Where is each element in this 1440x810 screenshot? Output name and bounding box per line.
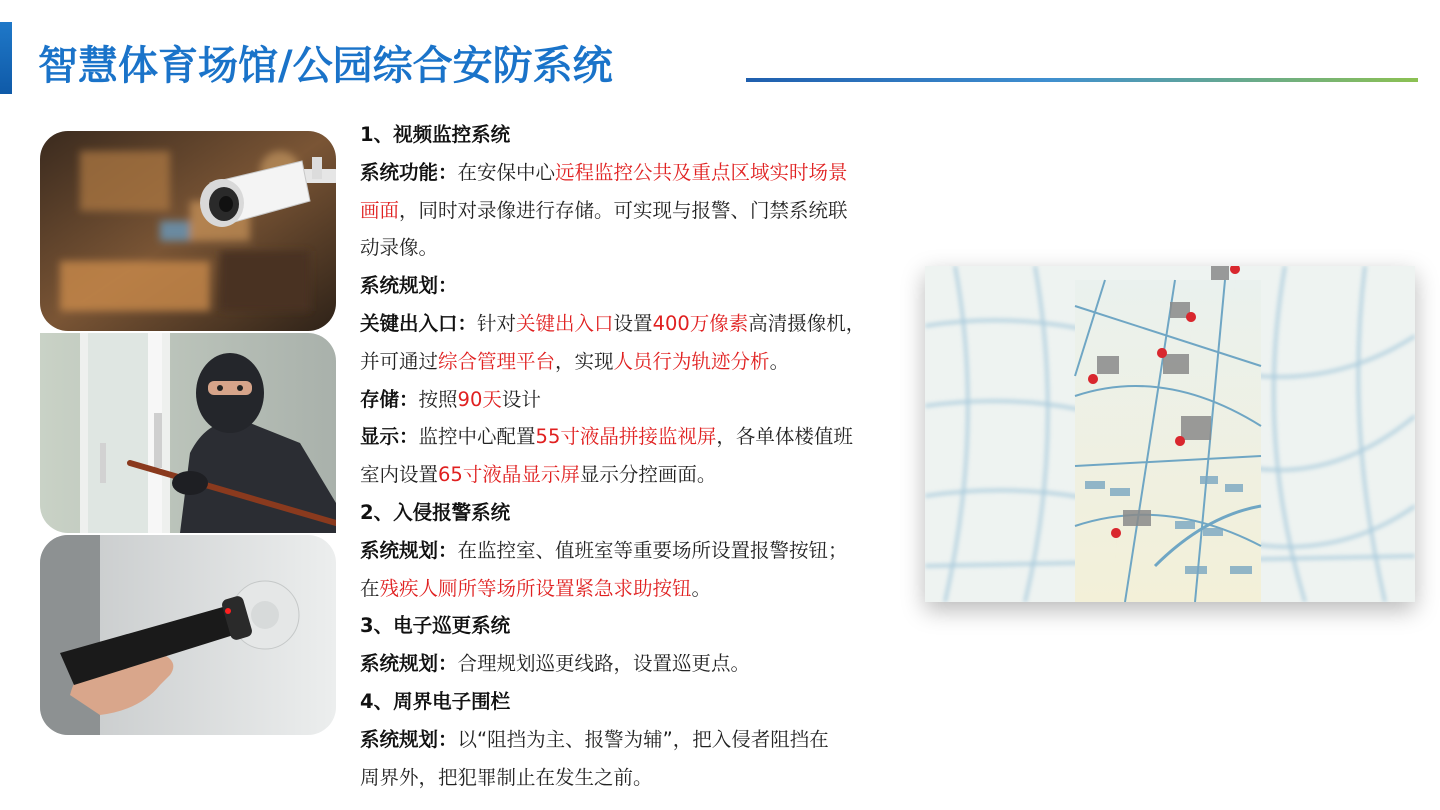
video-function-line-1 (360, 154, 900, 192)
body-text: ，各单体楼值班 (716, 425, 853, 449)
video-display-line-1 (360, 418, 900, 456)
body-text: 动录像。 (360, 236, 439, 260)
section-heading-video (360, 116, 900, 154)
page-title: 智慧体育场馆/公园综合安防系统 (38, 43, 613, 89)
bold-label: 2、入侵报警系统 (360, 500, 511, 524)
body-text: 在安保中心 (457, 160, 556, 184)
security-camera-photo (40, 131, 336, 331)
body-text: 在监控室、值班室等重要场所设置报警按钮； (457, 538, 848, 562)
title-divider (746, 78, 1418, 82)
video-entry-line-1 (360, 305, 900, 343)
flashlight-patrol-photo (40, 535, 336, 735)
video-function-line-2 (360, 192, 900, 230)
body-text: 在 (360, 576, 380, 600)
highlight-text: 400万像素 (652, 311, 749, 335)
map-image (925, 266, 1415, 602)
alarm-plan-line-2 (360, 570, 900, 608)
alarm-plan-line-1 (360, 532, 900, 570)
highlight-text: 55寸液晶拼接监视屏 (535, 425, 717, 449)
body-text: 。 (769, 349, 790, 373)
bold-label: 4、周界电子围栏 (360, 689, 511, 713)
bold-label: 1、视频监控系统 (360, 123, 511, 146)
bold-label: 存储： (360, 387, 419, 411)
section-heading-alarm (360, 494, 900, 532)
body-text: 并可通过 (360, 349, 439, 373)
bold-label: 系统功能： (360, 160, 458, 184)
video-storage-line (360, 381, 900, 419)
video-function-line-3 (360, 229, 900, 267)
body-text: 显示分控画面。 (579, 463, 717, 487)
highlight-text: 残疾人厕所等场所设置紧急求助按钮 (379, 576, 692, 600)
highlight-text: 人员行为轨迹分析 (613, 349, 770, 373)
body-text: 周界外，把犯罪制止在发生之前。 (360, 765, 653, 789)
body-text: 合理规划巡更线路，设置巡更点。 (457, 652, 751, 676)
body-text: ，同时对录像进行存储。可实现与报警、门禁系统联 (399, 198, 848, 222)
body-text: 针对 (477, 311, 517, 335)
highlight-text: 关键出入口 (516, 311, 614, 335)
content-text (360, 116, 900, 796)
fence-plan-line-1 (360, 721, 900, 759)
highlight-text: 画面 (360, 198, 400, 222)
bold-label: 显示： (360, 425, 419, 449)
highlight-text: 远程监控公共及重点区域实时场景 (555, 160, 848, 184)
body-text: 室内设置 (360, 463, 439, 487)
body-text: 按照 (418, 387, 458, 411)
body-text: 以“阻挡为主、报警为辅”，把入侵者阻挡在 (457, 727, 829, 751)
patrol-plan-line (360, 645, 900, 683)
section-heading-fence (360, 683, 900, 721)
body-text: 监控中心配置 (418, 425, 536, 449)
highlight-text: 90天 (457, 387, 502, 411)
video-entry-line-2 (360, 343, 900, 381)
highlight-text: 综合管理平台 (438, 349, 556, 373)
video-plan-label (360, 267, 900, 305)
bold-label: 系统规划： (360, 538, 458, 562)
fence-plan-line-2 (360, 759, 900, 797)
bold-label: 关键出入口： (360, 311, 478, 335)
body-text: 设计 (501, 387, 541, 411)
bold-label: 3、电子巡更系统 (360, 614, 511, 638)
title-accent-bar (0, 22, 12, 94)
bold-label: 系统规划： (360, 274, 458, 298)
bold-label: 系统规划： (360, 727, 458, 751)
body-text: 高清摄像机， (748, 311, 866, 335)
body-text: 。 (691, 576, 712, 600)
bold-label: 系统规划： (360, 652, 458, 676)
section-heading-patrol (360, 607, 900, 645)
body-text: 设置 (613, 311, 653, 335)
video-display-line-2 (360, 456, 900, 494)
burglar-photo (40, 333, 336, 533)
highlight-text: 65寸液晶显示屏 (438, 463, 580, 487)
body-text: ，实现 (555, 349, 614, 373)
